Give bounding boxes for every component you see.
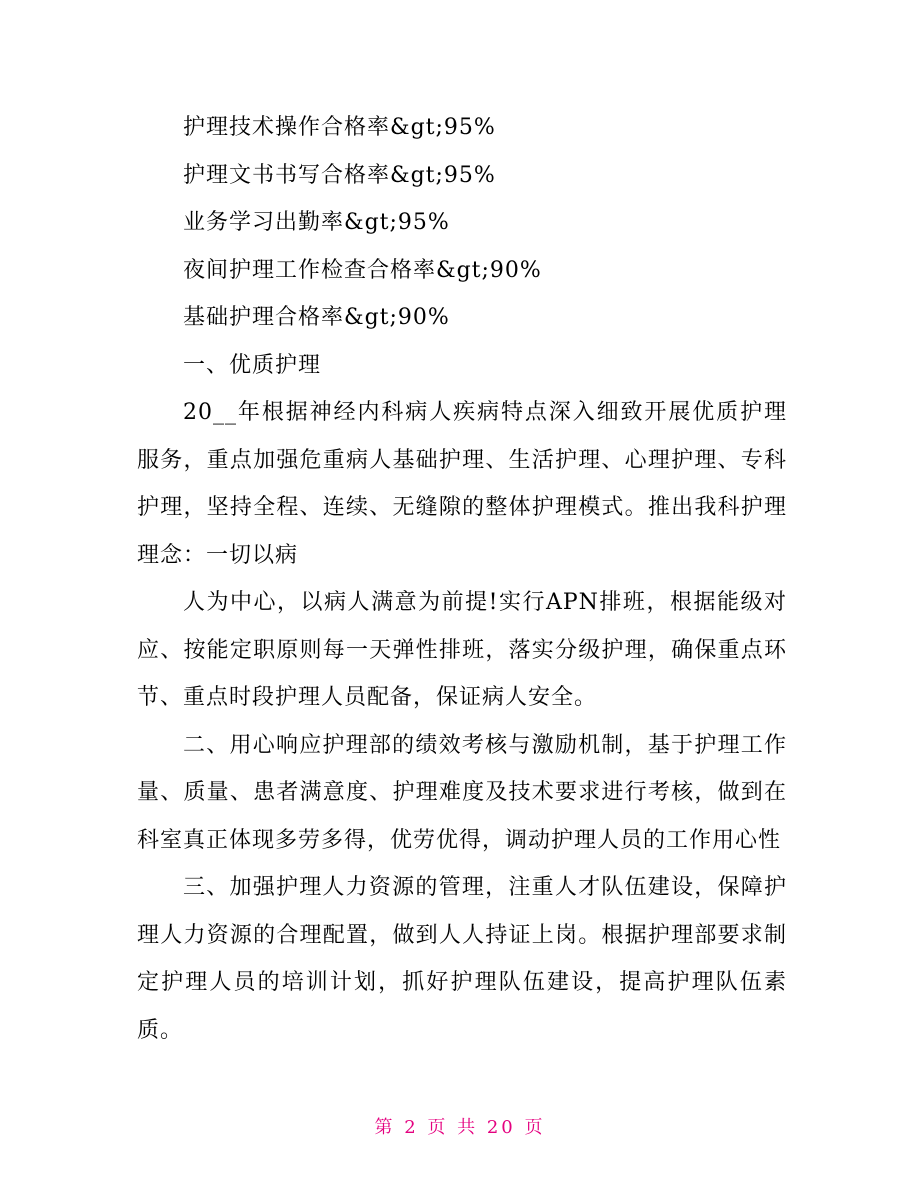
paragraph-human-resources: 三、加强护理人力资源的管理，注重人才队伍建设，保障护理人力资源的合理配置，做到人人持证上岗。根据护理部要求制定护理人员的培训计划，抓好护理队伍建设，提高护理队伍素质。 [137,875,787,1043]
paragraph-quality-nursing-service: 20__年根据神经内科病人疾病特点深入细致开展优质护理服务，重点加强危重病人基础护理、生活护理、心理护理、专科护理，坚持全程、连续、无缝隙的整体护理模式。推出我科护理理念：一切以病 [137,400,787,568]
paragraph-study-attendance-rate: 业务学习出勤率&gt;95% [183,210,450,235]
section-heading-quality-nursing: 一、优质护理 [183,352,322,378]
document-body [137,104,787,1054]
paragraph-patient-centered: 人为中心，以病人满意为前提!实行APN排班，根据能级对应、按能定职原则每一天弹性排班，落实分级护理，确保重点环节、重点时段护理人员配备，保证病人安全。 [137,590,787,710]
paragraph-performance-assessment: 二、用心响应护理部的绩效考核与激励机制，基于护理工作量、质量、患者满意度、护理难度及技术要求进行考核，做到在科室真正体现多劳多得，优劳优得，调动护理人员的工作用心性 [137,732,787,853]
paragraph-night-inspection-rate: 夜间护理工作检查合格率&gt;90% [183,257,542,283]
paragraph-nursing-document-rate: 护理文书书写合格率&gt;95% [183,162,496,188]
page-number-footer: 第 2 页 共 20 页 [374,1117,546,1138]
paragraph-basic-nursing-rate: 基础护理合格率&gt;90% [183,305,450,330]
paragraph-nursing-technique-rate: 护理技术操作合格率&gt;95% [183,115,496,140]
